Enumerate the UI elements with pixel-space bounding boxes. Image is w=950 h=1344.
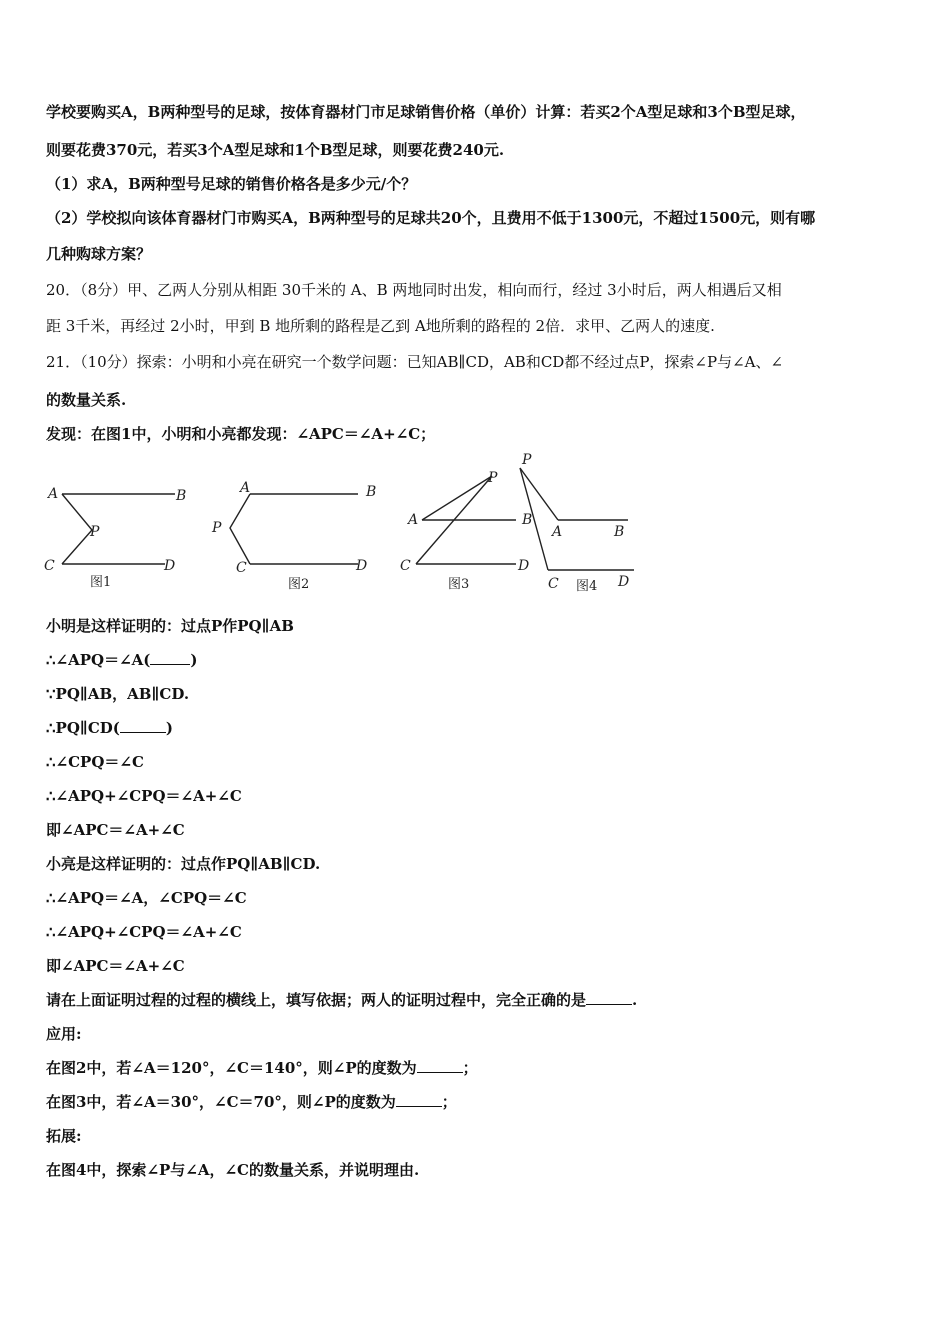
question-21: 21．（10分）探索：小明和小亮在研究一个数学问题：已知AB∥CD，AB和CD都不经过点P，探索∠P与∠A、∠ [46,353,784,371]
proof-line: ∴∠CPQ＝∠C [46,753,144,771]
answer-blank[interactable] [150,650,190,665]
proof-line: ∴∠APQ+∠CPQ＝∠A+∠C [46,923,242,941]
text-line: 的数量关系. [46,391,127,409]
text-line: 距 3千米，再经过 2小时，甲到 B 地所剩的路程是乙到 A地所剩的路程的 2倍．求甲、乙两人的速度. [46,317,715,335]
text-line: 几种购球方案？ [46,245,152,263]
proof-line: 即∠APC＝∠A+∠C [46,821,185,839]
label-D: D [356,558,368,574]
text-line: 则要花费370元，若买3个A型足球和1个B型足球，则要花费240元. [46,141,505,159]
label-D: D [618,574,630,590]
application-line: 在图3中，若∠A＝30°，∠C＝70°，则∠P的度数为 ； [46,1093,457,1111]
label-C: C [548,576,559,592]
proof-line: ∴PQ∥CD( ) [46,719,173,737]
question-part-1: （1）求A，B两种型号足球的销售价格各是多少元/个？ [46,175,417,193]
label-C: C [400,558,411,574]
proof-line: 小亮是这样证明的：过点作PQ∥AB∥CD. [46,855,321,873]
label-D: D [518,558,530,574]
proof-line: ∴∠APQ+∠CPQ＝∠A+∠C [46,787,242,805]
label-A: A [48,486,59,502]
label-P: P [212,520,222,536]
application-line: 在图2中，若∠A＝120°，∠C＝140°，则∠P的度数为 ； [46,1059,478,1077]
label-D: D [164,558,176,574]
proof-line: ∴∠APQ＝∠A，∠CPQ＝∠C [46,889,247,907]
label-B: B [366,484,377,500]
label-A: A [552,524,563,540]
section-label: 拓展: [46,1127,82,1145]
answer-blank[interactable] [417,1058,463,1073]
extension-line: 在图4中，探索∠P与∠A，∠C的数量关系，并说明理由. [46,1161,420,1179]
section-label: 应用: [46,1025,82,1043]
label-P: P [522,452,532,468]
caption-fig2: 图2 [288,577,310,592]
answer-blank[interactable] [396,1092,442,1107]
answer-blank[interactable] [586,990,632,1005]
label-B: B [522,512,533,528]
figure-4 [520,452,634,594]
answer-blank[interactable] [120,718,166,733]
label-A: A [240,480,251,496]
label-P: P [90,524,100,540]
caption-fig1: 图1 [90,575,112,590]
label-C: C [44,558,55,574]
label-C: C [236,560,247,576]
label-B: B [176,488,187,504]
caption-fig3: 图3 [448,577,470,592]
proof-line: ∵PQ∥AB，AB∥CD. [46,685,190,703]
label-P: P [488,470,498,486]
label-A: A [408,512,419,528]
figure-2 [211,480,376,592]
proof-line: 小明是这样证明的：过点P作PQ∥AB [46,617,294,635]
figure-3 [400,470,532,592]
caption-fig4: 图4 [576,579,598,594]
text-line: 学校要购买A，B两种型号的足球，按体育器材门市足球销售价格（单价）计算：若买2个A型足球和3个B型足球， [46,103,806,121]
question-20: 20．（8分）甲、乙两人分别从相距 30千米的 A、B 两地同时出发，相向而行，经过 3小时后，两人相遇后又相 [46,281,782,299]
label-B: B [614,524,625,540]
proof-line: ∴∠APQ＝∠A( ) [46,651,198,669]
figure-1 [44,486,186,590]
question-part-2: （2）学校拟向该体育器材门市购买A，B两种型号的足球共20个，且费用不低于1300元，不超过1500元，则有哪 [46,209,816,227]
discovery-line: 发现：在图1中，小明和小亮都发现：∠APC＝∠A+∠C； [46,425,436,443]
proof-line: 即∠APC＝∠A+∠C [46,957,185,975]
geometry-figures [40,448,650,598]
instruction-line: 请在上面证明过程的过程的横线上，填写依据；两人的证明过程中，完全正确的是 . [46,991,638,1009]
